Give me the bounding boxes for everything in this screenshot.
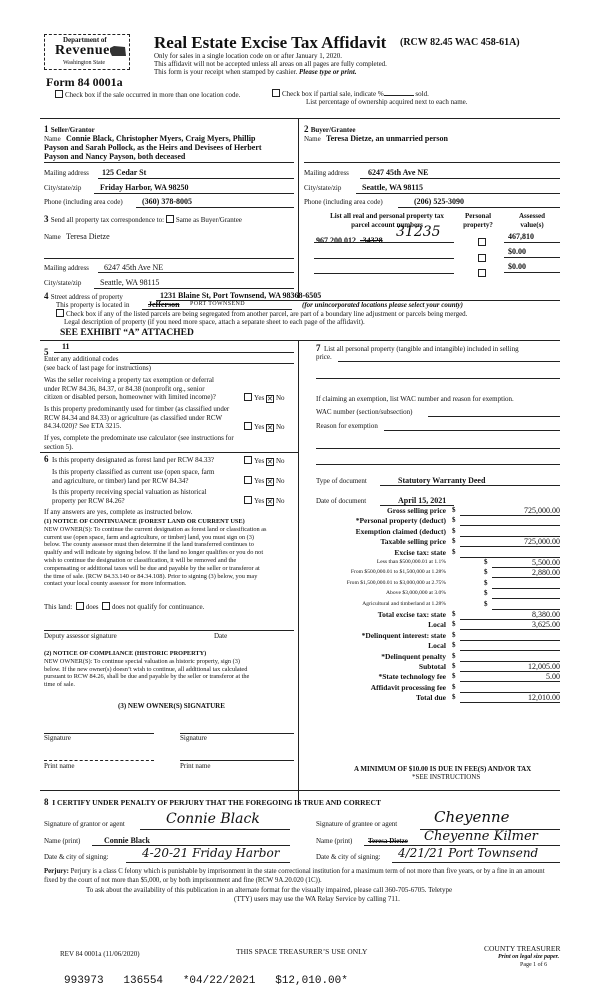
seller-name-line-3: Payson and Nancy Payson, both deceased <box>44 152 186 161</box>
wac-number-label: WAC number (section/subsection) <box>316 408 413 416</box>
tax-row-value: 5,500.00 <box>532 558 560 567</box>
buyer-name: Teresa Dietze, an unmarried person <box>326 134 448 143</box>
sec3-name-label: Name <box>44 233 61 241</box>
tax-dollar-sign: $ <box>452 651 456 660</box>
seller-name-line-2: Payson and Sarah Pollock, as the Heirs and Devisees of Herbert <box>44 143 262 152</box>
check-segregated[interactable]: Check box if any of the listed parcels are being segregated from another parcel, are part of a boundary line adjustment or parcels being merged. <box>56 309 467 319</box>
parcel-struck: -34328 <box>360 236 383 245</box>
sec6-if-yes: If any answers are yes, complete as instructed below. <box>44 508 193 516</box>
checkbox-partial-sale[interactable] <box>272 89 280 97</box>
sec6-q3-answer[interactable]: Yes ✕ No <box>244 496 285 506</box>
tax-dollar-sign: $ <box>484 589 488 598</box>
sec6-q3: Is this property receiving special valuation as historical property per RCW 84.26? <box>52 488 207 505</box>
tax-dollar-sign: $ <box>452 672 456 681</box>
tax-row-label: *State technology fee <box>378 672 446 682</box>
tax-row-label: Agricultural and timberland at 1.28% <box>362 600 446 607</box>
tax-row-label: From $1,500,000.01 to $3,000,000 at 2.75% <box>346 579 446 586</box>
grantee-name-struck: Teresa Dietze <box>368 837 408 845</box>
sig-grantor-label: Signature of grantor or agent <box>44 820 125 828</box>
perjury-notice: Perjury: Perjury is a class C felony which is punishable by imprisonment in the state correctional institution for a maximum term of not more than five years, or by a fine in an amount fixed by the court of not more than $5,000, or by both imprisonment and fine (RCW 9A.20.020 (1C)). <box>44 868 545 884</box>
logo-line1: Department of <box>63 36 107 44</box>
checkbox-q1-no[interactable]: ✕ <box>267 395 273 403</box>
sec5-heading: 5 11 <box>44 342 70 357</box>
sec4-street-label: 4 Street address of property <box>44 291 123 301</box>
assessed-value-3: $0.00 <box>508 262 526 271</box>
dor-logo <box>44 34 130 70</box>
checkbox-does-not[interactable] <box>102 602 110 610</box>
tax-row-value: 12,005.00 <box>528 662 560 671</box>
doc-type-label: Type of document <box>316 477 367 485</box>
tax-row-value: 5.00 <box>546 672 560 682</box>
tax-row-label: Above $3,000,000 at 3.0% <box>386 590 446 597</box>
doc-type: Statutory Warranty Deed <box>398 476 486 485</box>
grantor-name-label: Name (print) <box>44 837 81 845</box>
seller-name-label: Name <box>44 135 61 143</box>
grantee-name-handwritten: Cheyenne Kilmer <box>424 829 538 844</box>
buyer-mailing-label: Mailing address <box>304 169 349 177</box>
checkbox-q2-no[interactable]: ✕ <box>267 424 273 432</box>
form-number: Form 84 0001a <box>46 75 123 89</box>
see-instructions: *SEE INSTRUCTIONS <box>412 773 481 781</box>
tax-row-value: 12,010.00 <box>528 693 560 703</box>
grantee-date-city: 4/21/21 Port Townsend <box>398 846 539 860</box>
tax-row-value: 3,625.00 <box>532 620 560 630</box>
tax-row-label: *Delinquent penalty <box>381 651 446 661</box>
page-number: Page 1 of 6 <box>520 962 548 968</box>
buyer-heading: 2 Buyer/Grantee <box>304 124 356 134</box>
checkbox-current-use-yes[interactable] <box>244 476 252 484</box>
seller-mailing-label: Mailing address <box>44 169 89 177</box>
availability-line-1: To ask about the availability of this publication in an alternate format for the visually impaired, please call 360-705-6705. Teletype <box>86 886 453 894</box>
form-revision: REV 84 0001a (11/06/2020) <box>60 950 140 958</box>
claim-exemption-label: If claiming an exemption, list WAC number and reason for exemption. <box>316 395 514 403</box>
logo-line3: Washington State <box>63 60 106 66</box>
new-owner-signature-heading: (3) NEW OWNER(S) SIGNATURE <box>118 702 225 710</box>
checkbox-does[interactable] <box>76 602 84 610</box>
grantee-date-label: Date & city of signing: <box>316 853 381 861</box>
tax-row-value: 725,000.00 <box>524 537 560 547</box>
tax-dollar-sign: $ <box>452 693 456 702</box>
sec7-heading: 7 List all personal property (tangible and intangible) included in selling <box>316 343 519 353</box>
legal-size-note: Print on legal size paper. <box>498 954 560 960</box>
owner-print-name-2: Print name <box>180 762 211 770</box>
tax-row-label: Total due <box>416 693 446 703</box>
this-land-row[interactable]: This land: does does not qualify for continuance. <box>44 603 205 611</box>
exhibit-attached: SEE EXHIBIT “A” ATTACHED <box>60 328 194 338</box>
tax-dollar-sign: $ <box>452 630 456 639</box>
tax-row-label: Affidavit processing fee <box>370 682 446 692</box>
notice-compliance: (2) NOTICE OF COMPLIANCE (HISTORIC PROPERTY) NEW OWNER(S): To continue special valuation as historic property, sign (3) below. If the new owner(s) doesn’t wish to continue, all additional tax calculated pursuant to RCW 84.26, shall be due and payable by the seller or transferor at the time of sale. <box>44 650 250 689</box>
buyer-phone-label: Phone (including area code) <box>304 198 383 206</box>
form-title: Real Estate Excise Tax Affidavit <box>154 33 387 52</box>
sec3-name: Teresa Dietze <box>66 232 110 241</box>
list-percentage-note: List percentage of ownership acquired next to each name. <box>306 98 468 106</box>
buyer-city-label: City/state/zip <box>304 184 342 192</box>
tax-row-label: *Delinquent interest: state <box>361 630 446 640</box>
county-treasurer: COUNTY TREASURER <box>484 944 561 953</box>
washington-map-icon <box>109 45 127 57</box>
buyer-name-label: Name <box>304 135 321 143</box>
seller-heading: 1 Seller/Grantor <box>44 124 95 134</box>
checkbox-same-as-buyer[interactable] <box>166 215 174 223</box>
sec6-q1: 6 Is this property designated as forest land per RCW 84.33? <box>44 454 215 464</box>
deputy-assessor-label: Deputy assessor signature <box>44 632 117 640</box>
seller-name-line-1: Connie Black, Christopher Myers, Craig Myers, Phillip <box>66 134 256 143</box>
tax-row-value: 2,880.00 <box>532 568 560 578</box>
county-struck: Jefferson <box>148 300 180 309</box>
sig-grantee-label: Signature of grantee or agent <box>316 820 398 828</box>
county-handwritten: PORT TOWNSEND <box>190 301 246 307</box>
sec5-q2-answer[interactable]: Yes ✕ No <box>244 422 285 432</box>
sec5-code: 11 <box>62 342 70 351</box>
assessed-value-1: 467,810 <box>508 232 534 241</box>
sec3-mailing-label: Mailing address <box>44 264 89 272</box>
tax-dollar-sign: $ <box>452 516 456 525</box>
tax-dollar-sign: $ <box>484 558 488 566</box>
checkbox-personal-3[interactable] <box>478 269 486 277</box>
tax-dollar-sign: $ <box>484 599 488 608</box>
grantee-name-label: Name (print) <box>316 837 353 845</box>
buyer-phone: (206) 525-3090 <box>414 197 464 206</box>
tax-dollar-sign: $ <box>452 526 456 535</box>
tax-row-label: Less than $500,000.01 at 1.1% <box>376 559 446 565</box>
checkbox-q1-yes[interactable] <box>244 393 252 401</box>
sec6-q2: Is this property classified as current use (open space, farm and agriculture, or timber) land per RCW 84.34? <box>52 468 215 485</box>
tax-dollar-sign: $ <box>452 641 456 650</box>
seller-mailing: 125 Cedar St <box>102 168 147 177</box>
header-note-2: This affidavit will not be accepted unless all areas on all pages are fully completed. <box>154 60 387 68</box>
sec5-q1-answer[interactable]: Yes ✕ No <box>244 393 285 403</box>
grantor-date-label: Date & city of signing: <box>44 853 109 861</box>
minimum-due-note: A MINIMUM OF $10.00 IS DUE IN FEE(S) AND/OR TAX <box>354 765 532 773</box>
sec7-heading-2: price. <box>316 353 332 361</box>
tax-row-value: 8,380.00 <box>532 610 560 619</box>
tax-row-label: *Personal property (deduct) <box>355 516 446 526</box>
tax-dollar-sign: $ <box>452 537 456 546</box>
tax-row-label: From $500,000.01 to $1,500,000 at 1.28% <box>350 569 446 576</box>
receipt-stamp: 993973 136554 *04/22/2021 $12,010.00* <box>64 975 348 987</box>
grantor-date-city: 4-20-21 Friday Harbor <box>142 846 280 860</box>
personal-header: Personal property? <box>463 212 493 229</box>
seller-phone: (360) 378-8005 <box>142 197 192 206</box>
checkbox-historic-yes[interactable] <box>244 496 252 504</box>
seller-phone-label: Phone (including area code) <box>44 198 123 206</box>
owner-print-name-1: Print name <box>44 762 75 770</box>
tax-dollar-sign: $ <box>452 620 456 629</box>
sec5-q3: If yes, complete the predominate use calculator (see instructions for section 5). <box>44 434 234 451</box>
tax-dollar-sign: $ <box>452 506 456 514</box>
notice-continuance: (1) NOTICE OF CONTINUANCE (FOREST LAND OR CURRENT USE) NEW OWNER(S): To continue the current designation as forest land or classification as current use (open space, farm and agriculture, or timber) land, you must sign on (3) below. The county assessor must then determine if the land transferred continues to qualify and will indicate by signing below. If the land no longer qualifies or you do not wish to continue the designation or classification, it will be removed and the compensating or additional taxes will be due and payable by the seller or transferor at the time of sale. (RCW 84.33.140 or 84.34.108). Prior to signing (3) below, you may contact your local county assessor for more information. <box>44 518 267 588</box>
certify-heading: 8 I CERTIFY UNDER PENALTY OF PERJURY THAT THE FOREGOING IS TRUE AND CORRECT <box>44 797 381 807</box>
checkbox-personal-2[interactable] <box>478 254 486 262</box>
tax-row-label: Local <box>428 641 446 651</box>
sec6-q1-answer[interactable]: Yes ✕ No <box>244 456 285 466</box>
owner-signature-label-1: Signature <box>44 734 71 742</box>
sec5-q2: Is this property predominantly used for timber (as classified under RCW 84.34 and 84.33) or agriculture (as classified under RCW 84.34.020)? See ETA 3215. <box>44 405 230 430</box>
checkbox-forest-yes[interactable] <box>244 456 252 464</box>
tax-row-label: Local <box>428 620 446 630</box>
tax-row-label: Excise tax: state <box>394 547 446 557</box>
legal-description-label: Legal description of property (if you need more space, attach a separate sheet to each page of the affidavit). <box>64 318 365 326</box>
sec3-mailing: 6247 45th Ave NE <box>104 263 164 272</box>
treasurer-use-only: THIS SPACE TREASURER’S USE ONLY <box>236 947 368 956</box>
buyer-mailing: 6247 45th Ave NE <box>368 168 429 177</box>
doc-date: April 15, 2021 <box>398 496 447 505</box>
tax-dollar-sign: $ <box>484 578 488 587</box>
owner-signature-label-2: Signature <box>180 734 207 742</box>
assessed-header: Assessed value(s) <box>518 212 546 229</box>
parcel-handwritten: 31235 <box>396 224 441 240</box>
header-note-1: Only for sales in a single location code on or after January 1, 2020. <box>154 52 342 60</box>
sec5-enter-codes: Enter any additional codes <box>44 355 119 363</box>
checkbox-segregated[interactable] <box>56 309 64 317</box>
buyer-city: Seattle, WA 98115 <box>362 183 423 192</box>
availability-line-2: (TTY) users may use the WA Relay Service by calling 711. <box>234 895 400 903</box>
sec3-city-label: City/state/zip <box>44 279 82 287</box>
checkbox-multi-location[interactable] <box>55 90 63 98</box>
logo-line2: Revenue <box>55 43 110 58</box>
header-note-3: This form is your receipt when stamped by cashier. Please type or print. <box>154 68 357 76</box>
doc-date-label: Date of document <box>316 497 367 505</box>
parcel-row-1: 967 200 012 -34328 31235 <box>316 224 441 245</box>
sec3-city: Seattle, WA 98115 <box>100 278 160 287</box>
tax-row-label: Gross selling price <box>386 506 446 515</box>
sec5-q1: Was the seller receiving a property tax exemption or deferral under RCW 84.36, 84.37, or 84.38 (nonprofit org., senior citizen or disabled person, homeowner with limited income)? <box>44 376 216 401</box>
sec3-heading: 3 Send all property tax correspondence to: Same as Buyer/Grantee <box>44 214 242 224</box>
checkbox-forest-no[interactable]: ✕ <box>267 458 273 466</box>
seller-city: Friday Harbor, WA 98250 <box>100 183 189 192</box>
check-multi-location[interactable]: Check box if the sale occurred in more than one location code. <box>55 90 240 100</box>
tax-row-label: Subtotal <box>418 662 446 671</box>
checkbox-q2-yes[interactable] <box>244 422 252 430</box>
assessed-value-2: $0.00 <box>508 247 526 256</box>
tax-row-value: 725,000.00 <box>524 506 560 515</box>
tax-dollar-sign: $ <box>452 547 456 556</box>
checkbox-current-use-no[interactable]: ✕ <box>267 478 273 486</box>
unincorporated-note: (for unincorporated locations please select your county) <box>302 301 463 309</box>
deputy-date-label: Date <box>214 632 228 640</box>
tax-dollar-sign: $ <box>452 662 456 670</box>
sec4-located-label: This property is located in <box>56 301 130 309</box>
tax-dollar-sign: $ <box>484 568 488 577</box>
form-rcw: (RCW 82.45 WAC 458-61A) <box>400 37 520 48</box>
sec6-q2-answer[interactable]: Yes ✕ No <box>244 476 285 486</box>
parcel-header: List all real and personal property tax parcel account numbers <box>330 212 444 229</box>
grantee-signature: Cheyenne <box>434 808 510 826</box>
tax-row-label: Exemption claimed (deduct) <box>355 526 446 536</box>
property-street: 1231 Blaine St, Port Townsend, WA 98368-6505 <box>160 291 322 300</box>
grantor-signature: Connie Black <box>166 811 260 827</box>
tax-dollar-sign: $ <box>452 610 456 618</box>
checkbox-historic-no[interactable]: ✕ <box>267 498 273 506</box>
seller-city-label: City/state/zip <box>44 184 82 192</box>
grantor-name: Connie Black <box>104 836 151 845</box>
sec5-see-back: (see back of last page for instructions) <box>44 364 151 372</box>
tax-dollar-sign: $ <box>452 682 456 691</box>
tax-row-label: Taxable selling price <box>380 537 446 547</box>
exemption-reason-label: Reason for exemption <box>316 422 378 430</box>
check-partial-sale[interactable]: Check box if partial sale, indicate % sold. <box>272 89 429 99</box>
checkbox-personal-1[interactable] <box>478 238 486 246</box>
tax-row-label: Total excise tax: state <box>377 610 446 619</box>
